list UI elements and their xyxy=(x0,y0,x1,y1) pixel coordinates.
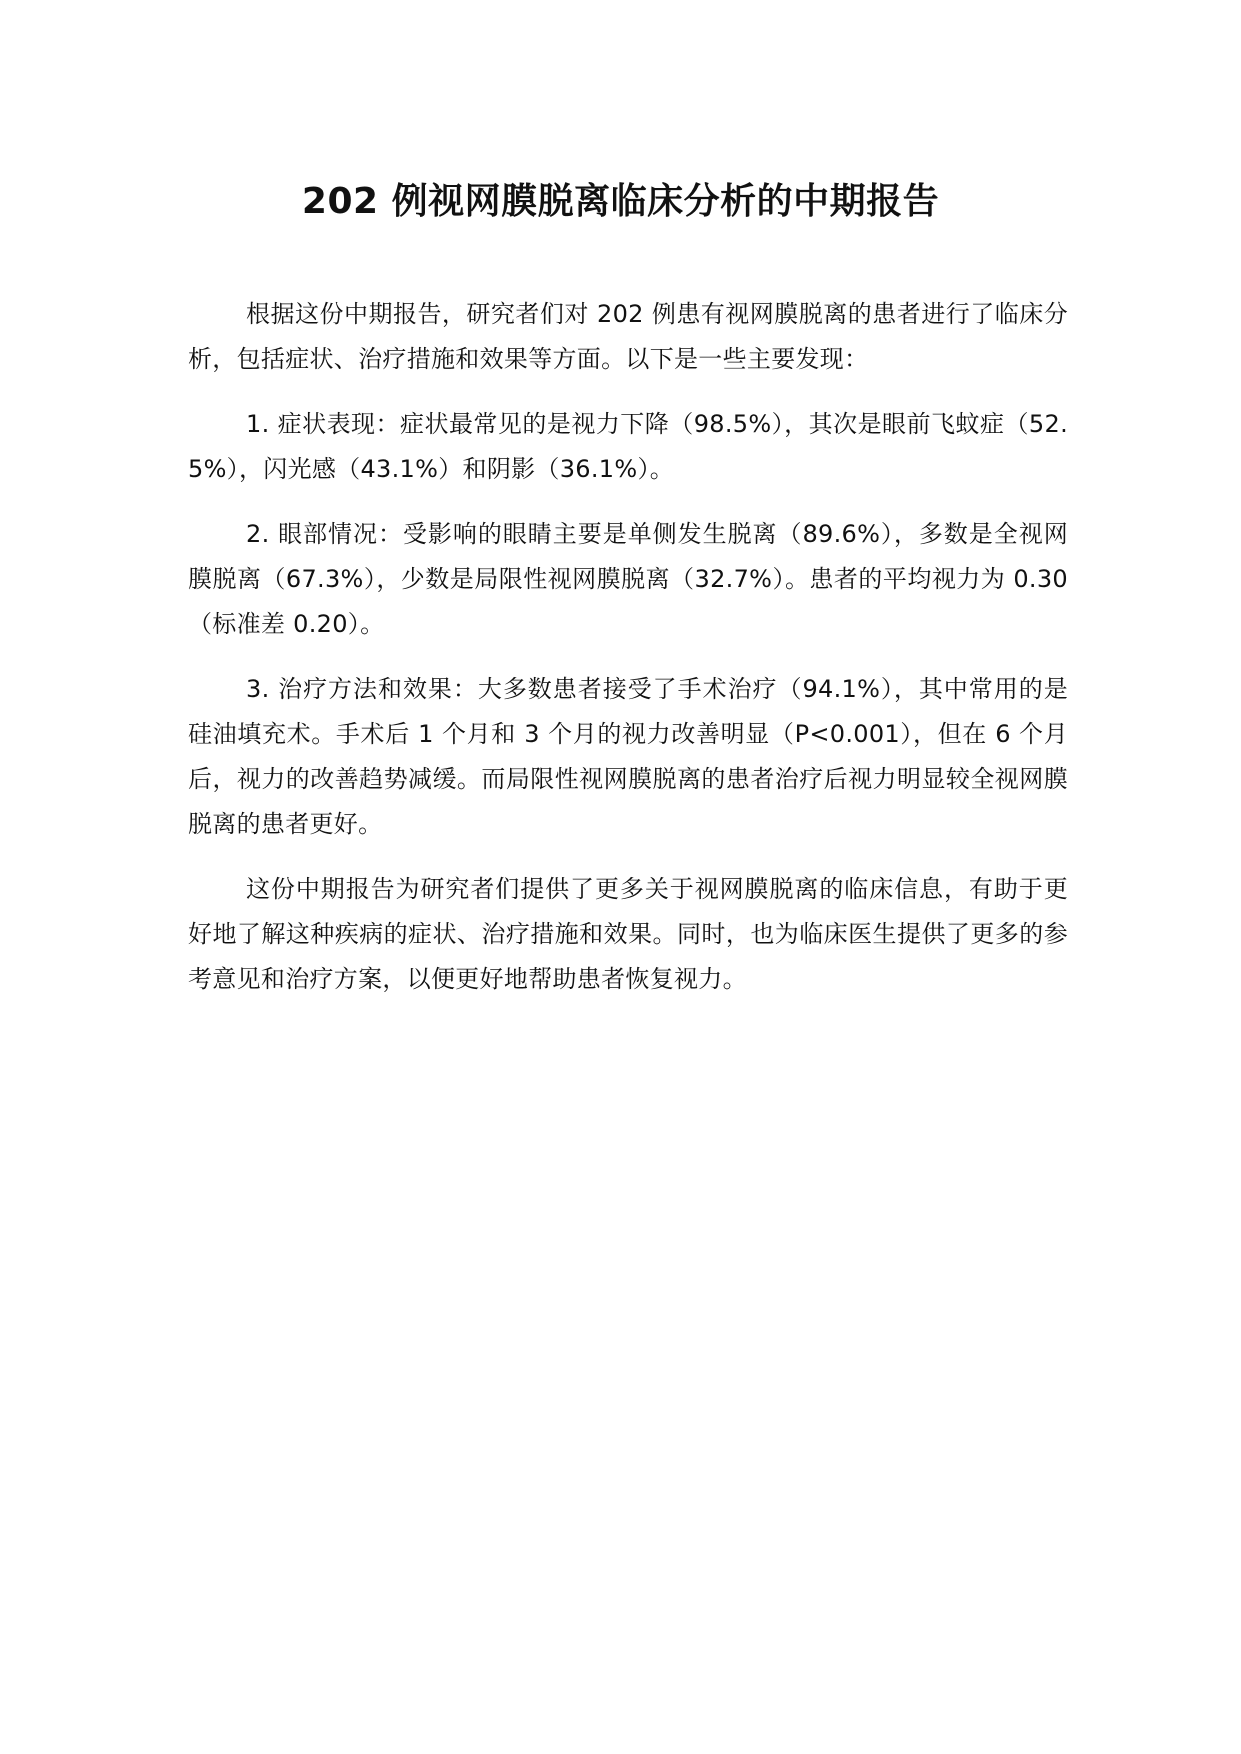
symptoms-paragraph: 1. 症状表现：症状最常见的是视力下降（98.5%），其次是眼前飞蚊症（52.5%），闪光感（43.1%）和阴影（36.1%）。 xyxy=(188,410,1068,483)
conclusion-paragraph: 这份中期报告为研究者们提供了更多关于视网膜脱离的临床信息，有助于更好地了解这种疾病的症状、治疗措施和效果。同时，也为临床医生提供了更多的参考意见和治疗方案，以便更好地帮助患者恢复视力。 xyxy=(188,875,1068,993)
treatment-paragraph: 3. 治疗方法和效果：大多数患者接受了手术治疗（94.1%），其中常用的是硅油填充术。手术后 1 个月和 3 个月的视力改善明显（P<0.001），但在 6 个月后，视力的改善趋势减缓。而局限性视网膜脱离的患者治疗后视力明显较全视网膜脱离的患者更好。 xyxy=(188,675,1068,838)
document-title: 202 例视网膜脱离临床分析的中期报告 xyxy=(301,181,940,222)
eye-condition-paragraph: 2. 眼部情况：受影响的眼睛主要是单侧发生脱离（89.6%），多数是全视网膜脱离（67.3%），少数是局限性视网膜脱离（32.7%）。患者的平均视力为 0.30（标准差 0.20）。 xyxy=(188,520,1068,638)
intro-paragraph: 根据这份中期报告，研究者们对 202 例患有视网膜脱离的患者进行了临床分析，包括症状、治疗措施和效果等方面。以下是一些主要发现： xyxy=(188,300,1068,373)
document-body xyxy=(188,292,1068,1022)
